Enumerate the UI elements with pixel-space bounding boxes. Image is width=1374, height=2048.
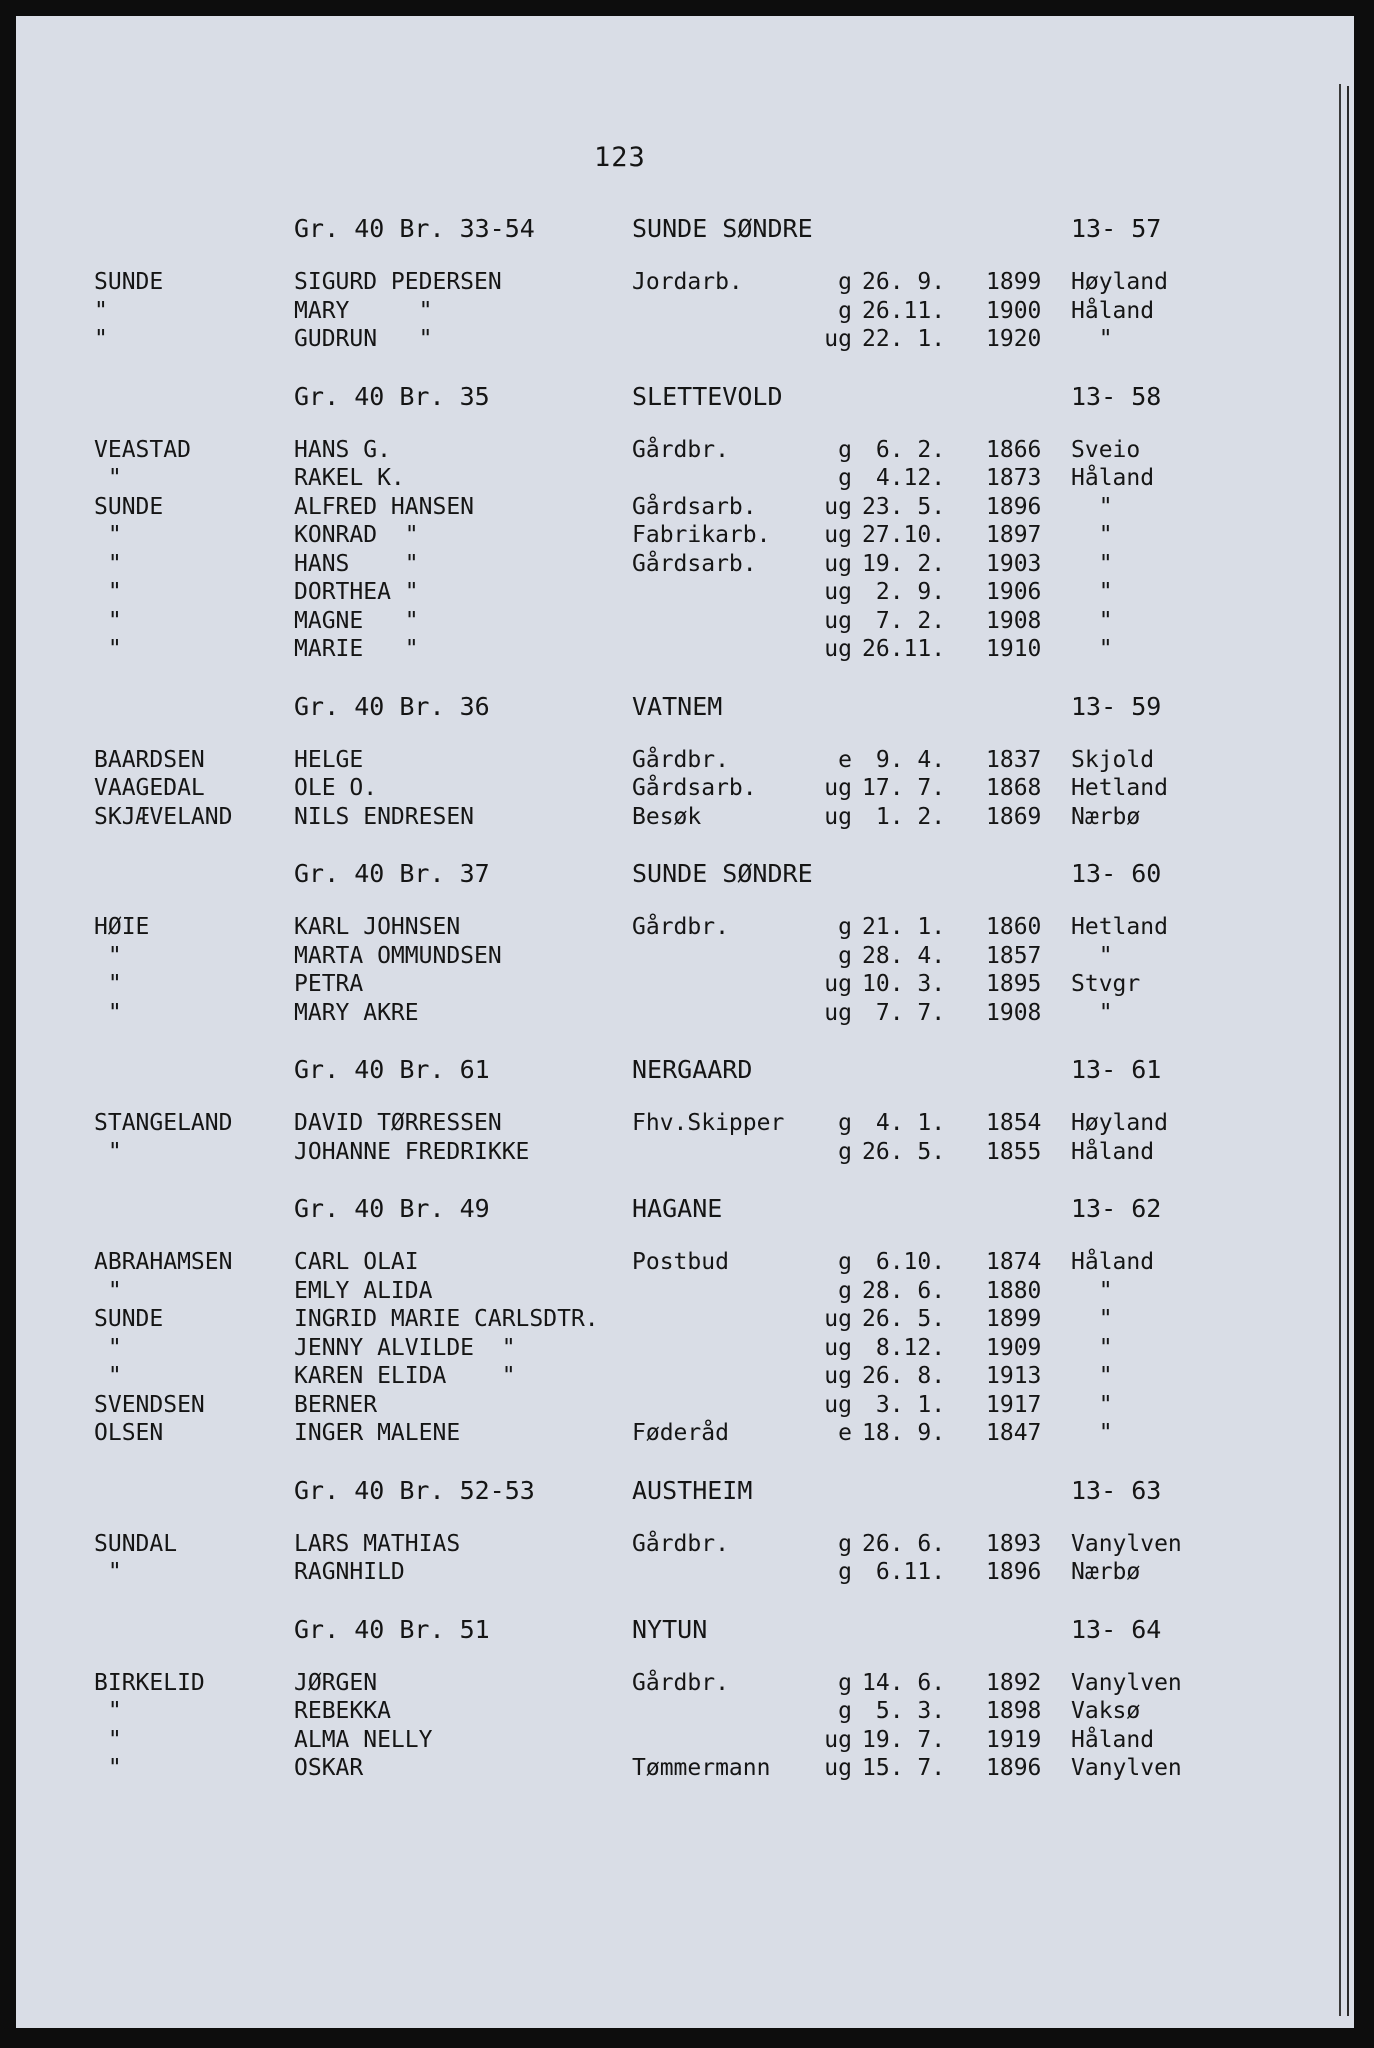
person-row: [16, 1391, 1354, 1420]
surname-cell: BIRKELID: [94, 1669, 205, 1696]
birth-date-cell: 19. 7.: [862, 1726, 946, 1753]
given-name-cell: BERNER: [294, 1391, 378, 1418]
birthplace-cell: ": [1071, 1277, 1113, 1304]
household-section: [16, 1192, 1354, 1448]
birthplace-cell: Høyland: [1071, 1110, 1168, 1136]
person-row: [16, 578, 1354, 607]
birth-date-cell: 5. 3.: [862, 1698, 946, 1724]
birthplace-cell: Nærbø: [1071, 803, 1141, 830]
property-reference: Gr. 40 Br. 37: [294, 859, 490, 888]
given-name-cell: CARL OLAI: [294, 1249, 419, 1275]
surname-cell: ": [94, 1726, 122, 1753]
person-row: [16, 1558, 1354, 1587]
birthplace-cell: ": [1071, 326, 1113, 352]
birthplace-cell: ": [1071, 579, 1113, 605]
birth-date-cell: 10. 3.: [862, 971, 946, 997]
birth-date-cell: 7. 2.: [862, 607, 946, 634]
household-section: [16, 1613, 1354, 1783]
surname-cell: ": [94, 1755, 122, 1781]
marital-status-cell: ug: [824, 803, 852, 830]
birthplace-cell: ": [1071, 999, 1113, 1026]
person-row: [16, 297, 1354, 326]
surname-cell: SUNDE: [94, 493, 164, 520]
surname-cell: ": [94, 971, 122, 997]
property-reference: Gr. 40 Br. 49: [294, 1194, 490, 1223]
given-name-cell: SIGURD PEDERSEN: [294, 269, 502, 295]
birthplace-cell: Høyland: [1071, 269, 1168, 295]
marital-status-cell: ug: [824, 493, 852, 520]
surname-cell: ": [94, 465, 122, 491]
occupation-cell: Gårdsarb.: [632, 493, 757, 520]
birth-year-cell: 1896: [986, 1755, 1042, 1781]
surname-cell: SUNDAL: [94, 1530, 178, 1557]
birth-year-cell: 1908: [986, 607, 1042, 634]
person-row: [16, 1277, 1354, 1306]
marital-status-cell: g: [838, 1530, 852, 1557]
person-row: [16, 1669, 1354, 1698]
birth-year-cell: 1896: [986, 493, 1042, 520]
birth-date-cell: 19. 2.: [862, 550, 946, 577]
marital-status-cell: ug: [824, 1334, 852, 1361]
surname-cell: ": [94, 1334, 122, 1361]
person-row: [16, 970, 1354, 999]
birth-year-cell: 1895: [986, 971, 1042, 997]
marital-status-cell: e: [838, 746, 852, 773]
surname-cell: ABRAHAMSEN: [94, 1249, 233, 1275]
person-row: [16, 774, 1354, 803]
person-row: [16, 493, 1354, 522]
birth-year-cell: 1898: [986, 1698, 1042, 1724]
given-name-cell: JØRGEN: [294, 1669, 378, 1696]
farm-name: NERGAARD: [632, 1055, 753, 1084]
given-name-cell: INGER MALENE: [294, 1420, 461, 1446]
person-row: [16, 999, 1354, 1028]
household-section: [16, 857, 1354, 1027]
given-name-cell: ALFRED HANSEN: [294, 493, 475, 520]
birth-year-cell: 1909: [986, 1334, 1042, 1361]
marital-status-cell: ug: [824, 607, 852, 634]
given-name-cell: MARTA OMMUNDSEN: [294, 942, 502, 969]
birthplace-cell: Håland: [1071, 1138, 1155, 1165]
birth-date-cell: 8.12.: [862, 1334, 946, 1361]
section-header: [16, 857, 1354, 913]
given-name-cell: MARY AKRE: [294, 999, 419, 1026]
birth-year-cell: 1897: [986, 522, 1042, 548]
birth-year-cell: 1847: [986, 1420, 1042, 1446]
household-section: [16, 1474, 1354, 1587]
birthplace-cell: ": [1071, 1306, 1113, 1332]
birthplace-cell: ": [1071, 522, 1113, 548]
section-header: [16, 1613, 1354, 1669]
property-reference: Gr. 40 Br. 61: [294, 1055, 490, 1084]
section-code: 13- 58: [1071, 381, 1162, 411]
birth-date-cell: 15. 7.: [862, 1755, 946, 1781]
birth-year-cell: 1919: [986, 1726, 1042, 1753]
household-section: [16, 1053, 1354, 1166]
household-section: [16, 690, 1354, 832]
birth-year-cell: 1910: [986, 636, 1042, 662]
section-header: [16, 1192, 1354, 1248]
marital-status-cell: g: [838, 914, 852, 940]
given-name-cell: NILS ENDRESEN: [294, 803, 475, 830]
birthplace-cell: Vanylven: [1071, 1755, 1182, 1781]
birth-date-cell: 28. 6.: [862, 1277, 946, 1304]
person-row: [16, 803, 1354, 832]
marital-status-cell: ug: [824, 1391, 852, 1418]
surname-cell: VEASTAD: [94, 436, 191, 463]
person-row: [16, 913, 1354, 942]
section-code: 13- 57: [1071, 214, 1162, 243]
surname-cell: ": [94, 1698, 122, 1724]
marital-status-cell: g: [838, 1559, 852, 1585]
birth-year-cell: 1873: [986, 465, 1042, 491]
occupation-cell: Gårdsarb.: [632, 775, 757, 801]
birth-year-cell: 1893: [986, 1530, 1042, 1557]
occupation-cell: Postbud: [632, 1249, 729, 1275]
marital-status-cell: ug: [824, 971, 852, 997]
birthplace-cell: ": [1071, 607, 1113, 634]
person-row: [16, 436, 1354, 465]
birthplace-cell: ": [1071, 493, 1113, 520]
birth-year-cell: 1854: [986, 1110, 1042, 1136]
birth-date-cell: 21. 1.: [862, 914, 946, 940]
birth-year-cell: 1903: [986, 550, 1042, 577]
given-name-cell: RAKEL K.: [294, 465, 405, 491]
birthplace-cell: Skjold: [1071, 746, 1155, 773]
person-row: [16, 1305, 1354, 1334]
person-row: [16, 1248, 1354, 1277]
given-name-cell: KAREN ELIDA ": [294, 1363, 516, 1389]
birthplace-cell: ": [1071, 1420, 1113, 1446]
birth-date-cell: 3. 1.: [862, 1391, 946, 1418]
marital-status-cell: g: [838, 269, 852, 295]
section-code: 13- 64: [1071, 1614, 1162, 1644]
farm-name: SUNDE SØNDRE: [632, 859, 813, 888]
birth-date-cell: 27.10.: [862, 522, 946, 548]
birth-year-cell: 1906: [986, 579, 1042, 605]
marital-status-cell: ug: [824, 636, 852, 662]
given-name-cell: LARS MATHIAS: [294, 1530, 461, 1557]
birth-year-cell: 1896: [986, 1559, 1042, 1585]
birthplace-cell: Stvgr: [1071, 971, 1141, 997]
given-name-cell: JOHANNE FREDRIKKE: [294, 1138, 530, 1165]
surname-cell: ": [94, 1138, 122, 1165]
given-name-cell: DAVID TØRRESSEN: [294, 1110, 502, 1136]
section-header: [16, 690, 1354, 746]
given-name-cell: DORTHEA ": [294, 579, 419, 605]
birth-date-cell: 9. 4.: [862, 746, 946, 773]
birthplace-cell: ": [1071, 942, 1113, 969]
birthplace-cell: Håland: [1071, 465, 1155, 491]
birth-date-cell: 17. 7.: [862, 775, 946, 801]
birth-year-cell: 1917: [986, 1391, 1042, 1418]
section-header: [16, 1053, 1354, 1109]
birthplace-cell: ": [1071, 1363, 1113, 1389]
person-row: [16, 521, 1354, 550]
person-row: [16, 1726, 1354, 1755]
surname-cell: ": [94, 607, 122, 634]
birthplace-cell: Nærbø: [1071, 1559, 1141, 1585]
surname-cell: STANGELAND: [94, 1110, 233, 1136]
occupation-cell: Føderåd: [632, 1420, 729, 1446]
birth-year-cell: 1900: [986, 297, 1042, 324]
birth-year-cell: 1868: [986, 775, 1042, 801]
surname-cell: ": [94, 636, 122, 662]
person-row: [16, 325, 1354, 354]
birth-year-cell: 1892: [986, 1669, 1042, 1696]
birthplace-cell: Vanylven: [1071, 1669, 1182, 1696]
surname-cell: ": [94, 550, 122, 577]
occupation-cell: Tømmermann: [632, 1755, 771, 1781]
surname-cell: ": [94, 522, 122, 548]
given-name-cell: MARIE ": [294, 636, 419, 662]
birthplace-cell: Håland: [1071, 297, 1155, 324]
surname-cell: ": [94, 1277, 122, 1304]
birthplace-cell: Sveio: [1071, 436, 1141, 463]
marital-status-cell: g: [838, 1249, 852, 1275]
household-section: [16, 212, 1354, 354]
given-name-cell: JENNY ALVILDE ": [294, 1334, 516, 1361]
occupation-cell: Gårdbr.: [632, 914, 729, 940]
marital-status-cell: ug: [824, 579, 852, 605]
birth-date-cell: 26.11.: [862, 297, 946, 324]
marital-status-cell: g: [838, 942, 852, 969]
given-name-cell: PETRA: [294, 971, 364, 997]
section-header: [16, 1474, 1354, 1530]
person-row: [16, 1419, 1354, 1448]
given-name-cell: MAGNE ": [294, 607, 419, 634]
given-name-cell: OLE O.: [294, 775, 378, 801]
birth-date-cell: 26.11.: [862, 636, 946, 662]
birthplace-cell: ": [1071, 636, 1113, 662]
birth-year-cell: 1913: [986, 1363, 1042, 1389]
person-row: [16, 607, 1354, 636]
surname-cell: ": [94, 999, 122, 1026]
given-name-cell: KARL JOHNSEN: [294, 914, 461, 940]
birth-date-cell: 14. 6.: [862, 1669, 946, 1696]
marital-status-cell: ug: [824, 550, 852, 577]
person-row: [16, 1362, 1354, 1391]
surname-cell: SUNDE: [94, 1306, 164, 1332]
marital-status-cell: ug: [824, 1306, 852, 1332]
person-row: [16, 464, 1354, 493]
birth-year-cell: 1869: [986, 803, 1042, 830]
occupation-cell: Gårdsarb.: [632, 550, 757, 577]
occupation-cell: Besøk: [632, 803, 702, 830]
birthplace-cell: ": [1071, 550, 1113, 577]
surname-cell: SUNDE: [94, 269, 164, 295]
surname-cell: OLSEN: [94, 1420, 164, 1446]
birth-date-cell: 1. 2.: [862, 803, 946, 830]
person-row: [16, 942, 1354, 971]
marital-status-cell: g: [838, 436, 852, 463]
birthplace-cell: Vanylven: [1071, 1530, 1182, 1557]
birthplace-cell: ": [1071, 1334, 1113, 1361]
birth-date-cell: 6.10.: [862, 1249, 946, 1275]
birth-year-cell: 1899: [986, 269, 1042, 295]
marital-status-cell: ug: [824, 775, 852, 801]
property-reference: Gr. 40 Br. 51: [294, 1614, 490, 1644]
surname-cell: BAARDSEN: [94, 746, 205, 773]
marital-status-cell: ug: [824, 999, 852, 1026]
surname-cell: SKJÆVELAND: [94, 803, 233, 830]
property-reference: Gr. 40 Br. 35: [294, 381, 490, 411]
birthplace-cell: Håland: [1071, 1726, 1155, 1753]
birth-date-cell: 18. 9.: [862, 1420, 946, 1446]
marital-status-cell: g: [838, 1138, 852, 1165]
farm-name: VATNEM: [632, 691, 723, 721]
birth-date-cell: 28. 4.: [862, 942, 946, 969]
occupation-cell: Gårdbr.: [632, 746, 729, 773]
birth-year-cell: 1860: [986, 914, 1042, 940]
marital-status-cell: ug: [824, 1363, 852, 1389]
surname-cell: HØIE: [94, 914, 150, 940]
marital-status-cell: ug: [824, 522, 852, 548]
birth-date-cell: 4.12.: [862, 465, 946, 491]
birth-year-cell: 1920: [986, 326, 1042, 352]
person-row: [16, 268, 1354, 297]
birthplace-cell: Vaksø: [1071, 1698, 1141, 1724]
section-header: [16, 212, 1354, 268]
section-code: 13- 62: [1071, 1194, 1162, 1223]
birth-date-cell: 26. 5.: [862, 1306, 946, 1332]
given-name-cell: EMLY ALIDA: [294, 1277, 433, 1304]
census-register: [16, 212, 1354, 1809]
given-name-cell: INGRID MARIE CARLSDTR.: [294, 1306, 599, 1332]
person-row: [16, 1697, 1354, 1726]
surname-cell: SVENDSEN: [94, 1391, 205, 1418]
property-reference: Gr. 40 Br. 33-54: [294, 214, 535, 243]
marital-status-cell: g: [838, 1669, 852, 1696]
marital-status-cell: g: [838, 465, 852, 491]
surname-cell: ": [94, 579, 122, 605]
birth-date-cell: 26. 6.: [862, 1530, 946, 1557]
birthplace-cell: Håland: [1071, 1249, 1155, 1275]
occupation-cell: Gårdbr.: [632, 1669, 729, 1696]
marital-status-cell: g: [838, 1110, 852, 1136]
given-name-cell: HANS G.: [294, 436, 391, 463]
section-header: [16, 380, 1354, 436]
birth-year-cell: 1855: [986, 1138, 1042, 1165]
section-code: 13- 63: [1071, 1475, 1162, 1505]
birth-year-cell: 1880: [986, 1277, 1042, 1304]
farm-name: NYTUN: [632, 1614, 708, 1644]
birth-year-cell: 1837: [986, 746, 1042, 773]
birth-date-cell: 23. 5.: [862, 493, 946, 520]
birth-date-cell: 6.11.: [862, 1559, 946, 1585]
birth-date-cell: 26. 5.: [862, 1138, 946, 1165]
occupation-cell: Fabrikarb.: [632, 522, 771, 548]
farm-name: AUSTHEIM: [632, 1475, 753, 1505]
marital-status-cell: e: [838, 1420, 852, 1446]
person-row: [16, 1754, 1354, 1783]
surname-cell: ": [94, 1363, 122, 1389]
birth-date-cell: 6. 2.: [862, 436, 946, 463]
given-name-cell: HANS ": [294, 550, 419, 577]
birthplace-cell: Hetland: [1071, 914, 1168, 940]
occupation-cell: Jordarb.: [632, 269, 743, 295]
property-reference: Gr. 40 Br. 36: [294, 691, 490, 721]
birth-year-cell: 1899: [986, 1306, 1042, 1332]
birth-year-cell: 1874: [986, 1249, 1042, 1275]
birth-year-cell: 1857: [986, 942, 1042, 969]
surname-cell: ": [94, 1559, 122, 1585]
given-name-cell: MARY ": [294, 297, 433, 324]
person-row: [16, 1530, 1354, 1559]
given-name-cell: HELGE: [294, 746, 364, 773]
person-row: [16, 746, 1354, 775]
document-page: [16, 16, 1354, 2028]
given-name-cell: KONRAD ": [294, 522, 419, 548]
marital-status-cell: g: [838, 1698, 852, 1724]
birth-date-cell: 7. 7.: [862, 999, 946, 1026]
given-name-cell: ALMA NELLY: [294, 1726, 433, 1753]
marital-status-cell: ug: [824, 326, 852, 352]
given-name-cell: RAGNHILD: [294, 1559, 405, 1585]
occupation-cell: Gårdbr.: [632, 436, 729, 463]
surname-cell: VAAGEDAL: [94, 775, 205, 801]
birth-year-cell: 1866: [986, 436, 1042, 463]
section-code: 13- 60: [1071, 859, 1162, 888]
page-number: 123: [594, 142, 646, 173]
person-row: [16, 1109, 1354, 1138]
section-code: 13- 61: [1071, 1055, 1162, 1084]
household-section: [16, 380, 1354, 664]
birthplace-cell: Hetland: [1071, 775, 1168, 801]
person-row: [16, 1138, 1354, 1167]
birth-date-cell: 22. 1.: [862, 326, 946, 352]
farm-name: SLETTEVOLD: [632, 381, 783, 411]
marital-status-cell: g: [838, 297, 852, 324]
birth-date-cell: 26. 9.: [862, 269, 946, 295]
surname-cell: ": [94, 297, 108, 324]
occupation-cell: Gårdbr.: [632, 1530, 729, 1557]
person-row: [16, 635, 1354, 664]
person-row: [16, 550, 1354, 579]
farm-name: SUNDE SØNDRE: [632, 214, 813, 243]
marital-status-cell: ug: [824, 1726, 852, 1753]
marital-status-cell: g: [838, 1277, 852, 1304]
given-name-cell: OSKAR: [294, 1755, 364, 1781]
person-row: [16, 1334, 1354, 1363]
birthplace-cell: ": [1071, 1391, 1113, 1418]
marital-status-cell: ug: [824, 1755, 852, 1781]
birth-year-cell: 1908: [986, 999, 1042, 1026]
surname-cell: ": [94, 942, 122, 969]
given-name-cell: REBEKKA: [294, 1698, 391, 1724]
birth-date-cell: 2. 9.: [862, 579, 946, 605]
occupation-cell: Fhv.Skipper: [632, 1110, 785, 1136]
birth-date-cell: 26. 8.: [862, 1363, 946, 1389]
surname-cell: ": [94, 326, 108, 352]
given-name-cell: GUDRUN ": [294, 326, 433, 352]
section-code: 13- 59: [1071, 691, 1162, 721]
farm-name: HAGANE: [632, 1194, 723, 1223]
birth-date-cell: 4. 1.: [862, 1110, 946, 1136]
property-reference: Gr. 40 Br. 52-53: [294, 1475, 535, 1505]
